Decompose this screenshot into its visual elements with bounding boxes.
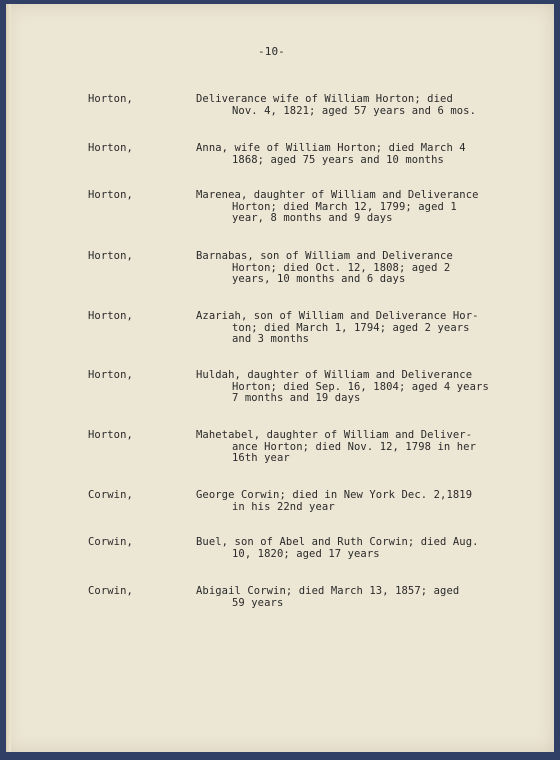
- entry-line: 59 years: [232, 596, 284, 609]
- entry-surname: Horton,: [88, 310, 133, 322]
- page-number: -10-: [258, 45, 285, 58]
- entry-line: ance Horton; died Nov. 12, 1798 in her: [232, 440, 477, 453]
- entry-line: Mahetabel, daughter of William and Deliver-: [196, 429, 473, 441]
- entry-surname: Horton,: [88, 189, 133, 201]
- entry-surname: Horton,: [88, 250, 133, 262]
- entry-surname: Horton,: [88, 369, 133, 381]
- entry-line: Azariah, son of William and Deliverance Hor-: [196, 310, 479, 322]
- entry-description: [196, 586, 526, 609]
- entry-description: [196, 190, 526, 225]
- entry-description: [196, 143, 526, 166]
- entry-surname: Horton,: [88, 93, 133, 105]
- entry-line: 1868; aged 75 years and 10 months: [232, 153, 444, 166]
- document-page: [6, 4, 554, 752]
- entry-line: Abigail Corwin; died March 13, 1857; aged: [196, 585, 460, 597]
- entry-line: in his 22nd year: [232, 500, 335, 513]
- entry-line: Horton; died March 12, 1799; aged 1: [232, 200, 457, 213]
- entry-description: [196, 370, 526, 405]
- entry-surname: Horton,: [88, 142, 133, 154]
- entry-line: Marenea, daughter of William and Deliverance: [196, 189, 479, 201]
- entry-line: Huldah, daughter of William and Deliverance: [196, 369, 473, 381]
- entry-description: [196, 94, 526, 117]
- entry-line: Buel, son of Abel and Ruth Corwin; died Aug.: [196, 536, 479, 548]
- entry-line: George Corwin; died in New York Dec. 2,1819: [196, 489, 473, 501]
- entry-line: Horton; died Oct. 12, 1808; aged 2: [232, 261, 451, 274]
- entry-line: 7 months and 19 days: [232, 392, 361, 404]
- entry-line: Barnabas, son of William and Deliverance: [196, 250, 453, 262]
- entry-line: year, 8 months and 9 days: [232, 212, 393, 224]
- entry-line: Deliverance wife of William Horton; died: [196, 93, 453, 105]
- entry-surname: Corwin,: [88, 536, 133, 548]
- entry-description: [196, 490, 526, 513]
- entry-description: [196, 311, 526, 346]
- entry-line: Nov. 4, 1821; aged 57 years and 6 mos.: [232, 104, 477, 117]
- page-edge: [6, 4, 11, 752]
- entry-line: years, 10 months and 6 days: [232, 273, 406, 285]
- entry-line: Horton; died Sep. 16, 1804; aged 4 years: [232, 380, 489, 393]
- entry-line: 10, 1820; aged 17 years: [232, 547, 380, 560]
- entry-line: Anna, wife of William Horton; died March 4: [196, 142, 466, 154]
- entry-line: ton; died March 1, 1794; aged 2 years: [232, 321, 470, 334]
- entry-line: 16th year: [232, 452, 290, 464]
- entry-surname: Horton,: [88, 429, 133, 441]
- entry-line: and 3 months: [232, 333, 310, 345]
- entry-description: [196, 537, 526, 560]
- entry-description: [196, 251, 526, 286]
- entry-surname: Corwin,: [88, 489, 133, 501]
- entry-surname: Corwin,: [88, 585, 133, 597]
- entry-description: [196, 430, 526, 465]
